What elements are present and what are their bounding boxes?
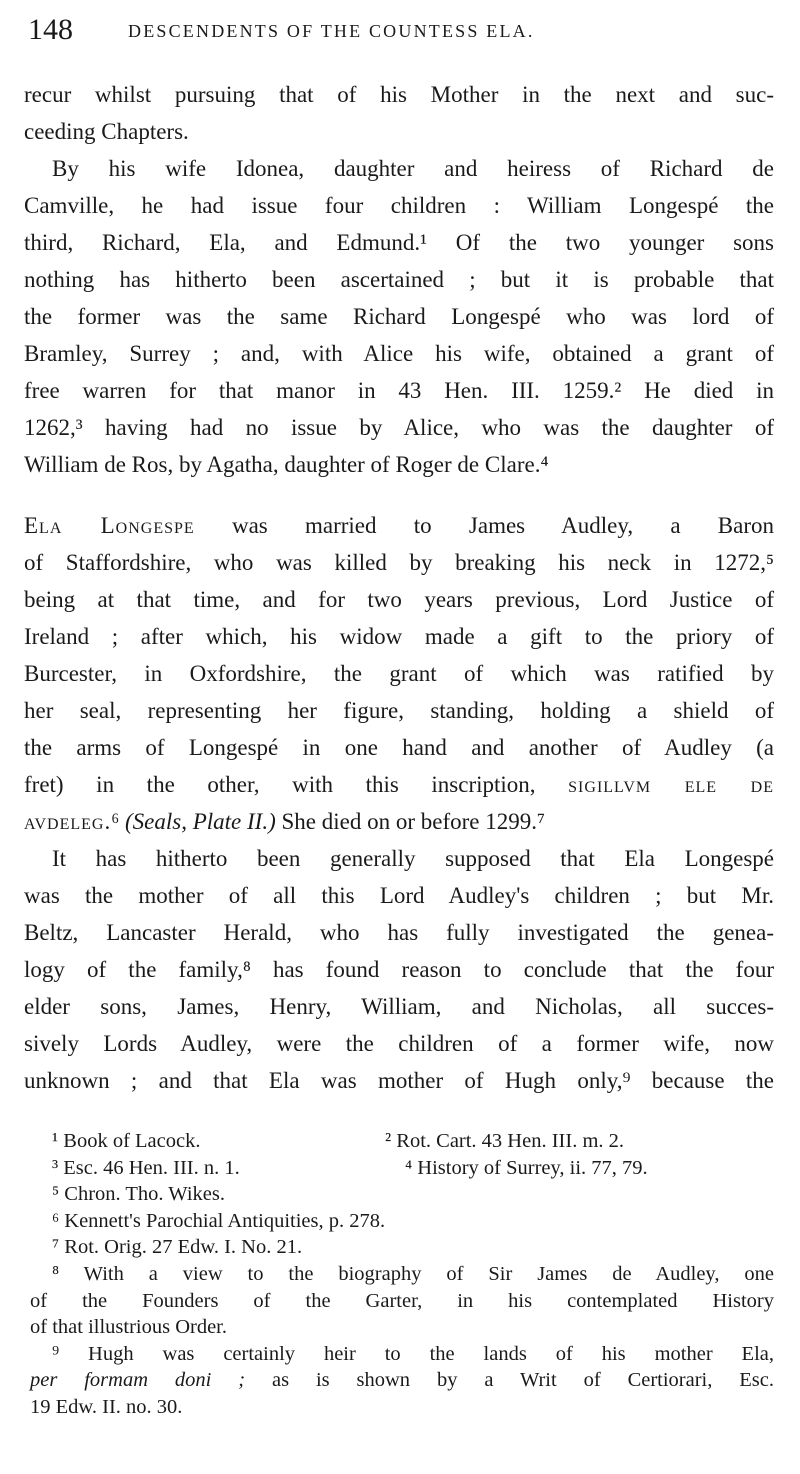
running-title: DESCENDENTS OF THE COUNTESS ELA. — [128, 21, 535, 41]
text-line — [24, 507, 774, 544]
text-line: William de Ros, by Agatha, daughter of Roger de Clare.⁴ — [24, 452, 549, 477]
text-line: 1262,³ having had no issue by Alice, who was the daughter of — [24, 415, 774, 440]
text-line: Burcester, in Oxfordshire, the grant of which was ratified by — [24, 661, 774, 686]
seal-inscription: avdeleg. — [24, 809, 112, 834]
text-line: her seal, representing her figure, standing, holding a shield of — [24, 698, 774, 723]
text-fragment: was married to James Audley, a Baron — [194, 513, 775, 538]
text-line: Bramley, Surrey ; and, with Alice his wife, obtained a grant of — [24, 341, 774, 366]
footnote-continuation: of the Founders of the Garter, in his contemplated History — [30, 1289, 774, 1312]
paragraph-gap — [24, 483, 774, 507]
text-line: being at that time, and for two years previous, Lord Justice of — [24, 587, 774, 612]
text-fragment: ⁶ — [111, 809, 126, 834]
text-line: Ireland ; after which, his widow made a gift to the priory of — [24, 624, 774, 649]
footnote: ⁴ History of Surrey, ii. 77, 79. — [405, 1156, 648, 1179]
footnote-continuation — [30, 1367, 774, 1394]
footnote: ⁵ Chron. Tho. Wikes. — [52, 1183, 225, 1206]
footnotes — [30, 1128, 774, 1421]
footnote: ⁹ Hugh was certainly heir to the lands of his mother Ela, — [52, 1342, 774, 1365]
footnote-continuation: of that illustrious Order. — [30, 1316, 228, 1339]
footnote-row — [30, 1155, 774, 1182]
person-name: Ela Longespe — [24, 513, 195, 538]
text-line: logy of the family,⁸ has found reason to conclude that the four — [24, 957, 774, 982]
text-line: free warren for that manor in 43 Hen. III. 1259.² He died in — [24, 378, 774, 403]
footnote: ⁶ Kennett's Parochial Antiquities, p. 278. — [52, 1209, 386, 1232]
text-line: elder sons, James, Henry, William, and Nicholas, all succes- — [24, 994, 774, 1019]
text-line: Beltz, Lancaster Herald, who has fully investigated the genea- — [24, 920, 774, 945]
text-line: sively Lords Audley, were the children of a former wife, now — [24, 1031, 774, 1056]
text-line: Camville, he had issue four children : William Longespé the — [24, 193, 774, 218]
text-line: nothing has hitherto been ascertained ; but it is probable that — [24, 267, 774, 292]
footnote: ⁸ With a view to the biography of Sir James de Audley, one — [52, 1262, 774, 1285]
text-line — [24, 766, 774, 803]
footnote: ¹ Book of Lacock. — [52, 1130, 201, 1152]
page-header — [28, 10, 778, 50]
footnote: ⁷ Rot. Orig. 27 Edw. I. No. 21. — [52, 1236, 303, 1259]
text-line: ceeding Chapters. — [24, 119, 189, 144]
text-fragment: as is shown by a Writ of Certiorari, Esc. — [245, 1369, 774, 1392]
text-fragment: She died on or before 1299.⁷ — [275, 809, 546, 834]
page-number: 148 — [28, 13, 73, 46]
footnote: ³ Esc. 46 Hen. III. n. 1. — [52, 1156, 240, 1179]
footnote-row — [30, 1128, 774, 1155]
text-line: the former was the same Richard Longespé who was lord of — [24, 304, 774, 329]
text-line: third, Richard, Ela, and Edmund.¹ Of the two younger sons — [24, 230, 774, 255]
latin-phrase: per formam doni ; — [30, 1369, 246, 1392]
text-line: was the mother of all this Lord Audley's children ; but Mr. — [24, 883, 774, 908]
text-line: By his wife Idonea, daughter and heiress of Richard de — [52, 156, 774, 181]
seals-reference: (Seals, Plate II.) — [125, 809, 276, 834]
text-line — [24, 803, 774, 840]
text-line: recur whilst pursuing that of his Mother in the next and suc- — [24, 82, 774, 107]
text-fragment: fret) in the other, with this inscription, — [24, 772, 569, 797]
text-line: the arms of Longespé in one hand and another of Audley (a — [24, 735, 774, 760]
footnote-continuation: 19 Edw. II. no. 30. — [30, 1395, 183, 1418]
text-line: It has hitherto been generally supposed that Ela Longespé — [52, 846, 774, 871]
body-text — [24, 76, 774, 1099]
text-line: of Staffordshire, who was killed by breaking his neck in 1272,⁵ — [24, 550, 774, 575]
footnote: ² Rot. Cart. 43 Hen. III. m. 2. — [385, 1130, 625, 1152]
seal-inscription: sigillvm ele de — [568, 772, 774, 797]
text-line: unknown ; and that Ela was mother of Hugh only,⁹ because the — [24, 1068, 774, 1093]
